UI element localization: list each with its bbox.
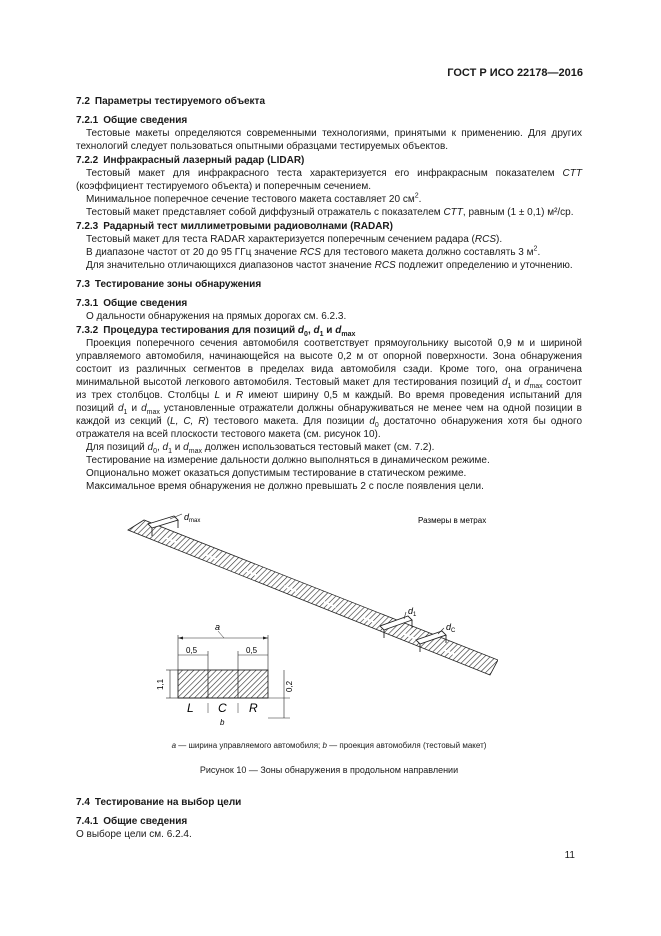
paragraph: Тестовые макеты определяются современными технологиями, принятыми к применению. Для других технологий следует пользоваться опытными образцами тестируемых объектов. [76, 128, 582, 152]
section-7-2-3-heading: 7.2.3 Радарный тест миллиметровыми радиоволнами (RADAR) [76, 221, 393, 232]
paragraph: Тестовый макет для инфракрасного теста характеризуется его инфракрасным показателем CTT (коэффициент тестируемого объекта) и поперечным сечением. [76, 168, 582, 192]
dim-05-left: 0,5 [186, 646, 198, 655]
paragraph: Опционально может оказаться допустимым тестирование в статическом режиме. [86, 468, 467, 479]
section-7-4-heading: 7.4 Тестирование на выбор цели [76, 797, 242, 808]
section-7-4-1-heading: 7.4.1 Общие сведения [76, 816, 188, 827]
dim-a-label: a [215, 622, 221, 632]
section-7-3-1-heading: 7.3.1 Общие сведения [76, 298, 188, 309]
paragraph: Минимальное поперечное сечение тестового макета составляет 20 $см^2$. [86, 192, 422, 205]
units-note: Размеры в метрах [418, 516, 487, 525]
main-content-continued [76, 796, 582, 841]
paragraph: О дальности обнаружения на прямых дорогах см. 6.2.3. [86, 311, 347, 322]
section-7-3-heading: 7.3 Тестирование зоны обнаружения [76, 279, 262, 290]
section-7-2-heading: 7.2 Параметры тестируемого объекта [76, 96, 266, 107]
dim-b-label: b [220, 718, 225, 727]
label-dmax: $d_{max}$ [184, 512, 201, 524]
paragraph: Для значительно отличающихся диапазонов частот значение RCS подлежит определению и уточнению. [86, 260, 573, 271]
paragraph: Тестирование на измерение дальности должно выполняться в динамическом режиме. [86, 455, 490, 466]
figure-10-diagram [118, 508, 498, 733]
page-number: 11 [564, 850, 575, 861]
target-rect-hatched [178, 670, 268, 698]
figure-caption: Рисунок 10 — Зоны обнаружения в продольном направлении [199, 765, 459, 775]
label-d1: $d_1$ [408, 606, 417, 618]
section-7-2-2-heading: 7.2.2 Инфракрасный лазерный радар (LIDAR) [76, 155, 305, 166]
paragraph: Тестовый макет для теста RADAR характеризуется поперечным сечением радара (RCS). [86, 234, 503, 245]
paragraph: Для позиций $d_0$, $d_1$ и $d_{max}$ должен использоваться тестовый макет (см. 7.2). [86, 442, 435, 455]
section-7-3-2-heading: 7.3.2 Процедура тестирования для позиций $d_0$, $d_1$ и $d_{max}$ [76, 325, 356, 338]
col-label-C: C [218, 701, 227, 715]
paragraph: О выборе цели см. 6.2.4. [76, 829, 192, 840]
col-label-L: L [187, 701, 194, 715]
road-strip [128, 520, 498, 675]
paragraph: Тестовый макет представляет собой диффузный отражатель с показателем CTT, равным (1 ± 0,1) м²/ср. [86, 207, 574, 218]
section-7-2-1-heading: 7.2.1 Общие сведения [76, 115, 188, 126]
dim-05-right: 0,5 [246, 646, 258, 655]
document-header: ГОСТ Р ИСО 22178—2016 [447, 67, 583, 79]
paragraph: Максимальное время обнаружения не должно превышать 2 с после появления цели. [86, 481, 484, 492]
paragraph: Проекция поперечного сечения автомобиля соответствует прямоугольнику высотой 0,9 м и шириной управляемого автомобиля, начинающейся на высоте 0,2 м от опорной поверхности. Зона обнаружения состоит из различных сегментов в пределах вида автомобиля сзади. Кроме того, она ограничена минимальной высотой легкового автомобиля. Тестовый макет для тестирования позиций $d_1$ и $d_{max}$ состоит из трех столбцов. Столбцы L и R имеют ширину 0,5 м каждый. Во время проведения испытаний для позиций $d_1$ и $d_{max}$ установленные отражатели должны обнаруживаться не менее чем на одной позиции в каждой из секций (L, C, R) тестового макета. Для позиции $d_0$ достаточно обнаружения хотя бы одного отражателя на всей плоскости тестового макета (см. рисунок 10). [76, 338, 583, 440]
detection-zone-drawing [118, 508, 498, 733]
dim-11: 1,1 [156, 678, 165, 690]
paragraph: В диапазоне частот от 20 до 95 ГГц значение RCS для тестового макета должно составлять 3 $м^2$. [86, 245, 541, 258]
label-dc: $d_C$ [446, 622, 456, 634]
col-label-R: R [249, 701, 258, 715]
dim-02: 0,2 [285, 680, 294, 692]
main-content [76, 95, 582, 493]
figure-note: a — ширина управляемого автомобиля; b — проекция автомобиля (тестовый макет) [171, 741, 487, 750]
